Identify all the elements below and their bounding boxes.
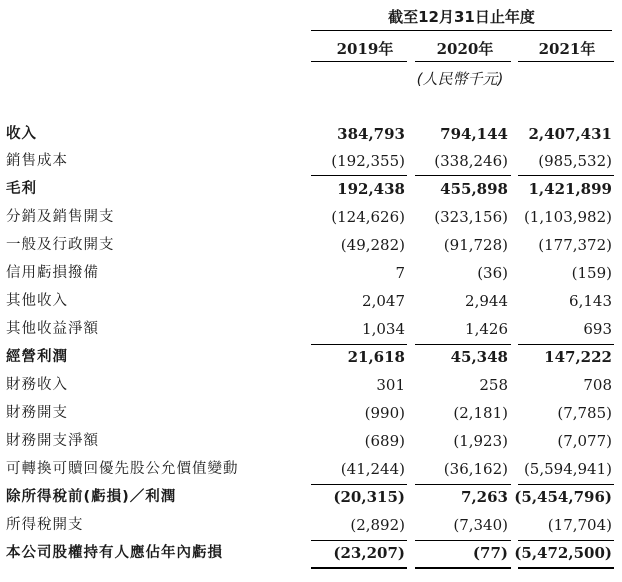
- row-label: 所得稅開支: [6, 517, 84, 533]
- cell-2020: 455,898: [440, 180, 508, 198]
- cell-2021: 708: [583, 376, 612, 394]
- table-row: [0, 484, 622, 511]
- subtotal-rule: [415, 567, 511, 569]
- cell-2020: 258: [479, 376, 508, 394]
- year-rule-2021: [518, 61, 614, 62]
- row-label: 收入: [6, 126, 37, 142]
- subtotal-rule: [518, 540, 614, 541]
- cell-2021: (17,704): [547, 516, 612, 534]
- cell-2020: (77): [472, 544, 508, 562]
- cell-2020: 45,348: [450, 348, 508, 366]
- cell-2021: 147,222: [544, 348, 612, 366]
- cell-2019: (49,282): [340, 236, 405, 254]
- cell-2021: (1,103,982): [523, 208, 612, 226]
- cell-2020: (323,156): [434, 208, 508, 226]
- cell-2021: (7,785): [557, 404, 612, 422]
- cell-2020: 794,144: [440, 125, 508, 143]
- cell-2021: (177,372): [538, 236, 612, 254]
- cell-2019: 2,047: [362, 292, 405, 310]
- subtotal-rule: [311, 344, 407, 345]
- table-row: [0, 428, 622, 455]
- subtotal-rule: [311, 175, 407, 176]
- table-row: [0, 121, 622, 148]
- cell-2021: (5,454,796): [514, 488, 612, 506]
- subtotal-rule: [518, 344, 614, 345]
- subtotal-rule: [415, 484, 511, 485]
- cell-2019: (192,355): [331, 152, 405, 170]
- cell-2020: (2,181): [453, 404, 508, 422]
- row-label: 毛利: [6, 181, 37, 197]
- cell-2020: (91,728): [443, 236, 508, 254]
- subtotal-rule: [311, 567, 407, 569]
- period-header-rule: [311, 30, 612, 31]
- table-row: [0, 512, 622, 539]
- year-rule-2019: [311, 61, 407, 62]
- row-label: 其他收益淨額: [6, 321, 99, 337]
- row-label: 除所得稅前(虧損)／利潤: [6, 489, 177, 505]
- table-row: [0, 148, 622, 175]
- cell-2020: 7,263: [461, 488, 508, 506]
- year-rule-2020: [415, 61, 511, 62]
- table-row: [0, 316, 622, 343]
- table-row: [0, 176, 622, 203]
- table-row: [0, 232, 622, 259]
- row-label: 經營利潤: [6, 349, 68, 365]
- row-label: 分銷及銷售開支: [6, 209, 115, 225]
- subtotal-rule: [415, 175, 511, 176]
- row-label: 信用虧損撥備: [6, 265, 99, 281]
- table-row: [0, 204, 622, 231]
- table-row: [0, 400, 622, 427]
- cell-2020: (338,246): [434, 152, 508, 170]
- cell-2019: (124,626): [331, 208, 405, 226]
- cell-2019: 301: [376, 376, 405, 394]
- table-row: [0, 288, 622, 315]
- subtotal-rule: [311, 484, 407, 485]
- subtotal-rule: [415, 344, 511, 345]
- cell-2020: 1,426: [465, 320, 508, 338]
- row-label: 本公司股權持有人應佔年內虧損: [6, 545, 223, 561]
- cell-2020: 2,944: [465, 292, 508, 310]
- cell-2019: 7: [395, 264, 405, 282]
- subtotal-rule: [518, 484, 614, 485]
- subtotal-rule: [311, 540, 407, 541]
- row-label: 財務開支淨額: [6, 433, 99, 449]
- cell-2021: (5,594,941): [523, 460, 612, 478]
- year-2021: 2021年: [538, 40, 596, 58]
- cell-2021: (7,077): [557, 432, 612, 450]
- cell-2020: (36): [477, 264, 508, 282]
- cell-2021: (985,532): [538, 152, 612, 170]
- currency-unit: (人民幣千元): [416, 70, 504, 88]
- cell-2021: (5,472,500): [514, 544, 612, 562]
- table-row: [0, 540, 622, 567]
- cell-2020: (7,340): [453, 516, 508, 534]
- cell-2020: (1,923): [453, 432, 508, 450]
- subtotal-rule: [415, 540, 511, 541]
- table-row: [0, 372, 622, 399]
- cell-2019: 384,793: [337, 125, 405, 143]
- cell-2021: 693: [583, 320, 612, 338]
- subtotal-rule: [518, 175, 614, 176]
- row-label: 財務開支: [6, 405, 68, 421]
- subtotal-rule: [518, 567, 614, 569]
- cell-2021: 6,143: [569, 292, 612, 310]
- year-2019: 2019年: [336, 40, 394, 58]
- cell-2020: (36,162): [443, 460, 508, 478]
- table-row: [0, 344, 622, 371]
- cell-2019: (23,207): [333, 544, 405, 562]
- table-row: [0, 260, 622, 287]
- cell-2019: (990): [364, 404, 405, 422]
- table-row: [0, 456, 622, 483]
- row-label: 一般及行政開支: [6, 237, 115, 253]
- cell-2021: 2,407,431: [528, 125, 612, 143]
- year-2020: 2020年: [436, 40, 494, 58]
- row-label: 可轉換可贖回優先股公允價值變動: [6, 461, 239, 477]
- row-label: 財務收入: [6, 377, 68, 393]
- cell-2019: 21,618: [347, 348, 405, 366]
- row-label: 其他收入: [6, 293, 68, 309]
- cell-2019: (689): [364, 432, 405, 450]
- row-label: 銷售成本: [6, 153, 68, 169]
- period-header: 截至12月31日止年度: [388, 8, 535, 26]
- cell-2019: (2,892): [350, 516, 405, 534]
- cell-2019: (41,244): [340, 460, 405, 478]
- cell-2021: (159): [571, 264, 612, 282]
- cell-2019: (20,315): [333, 488, 405, 506]
- cell-2021: 1,421,899: [528, 180, 612, 198]
- cell-2019: 1,034: [362, 320, 405, 338]
- cell-2019: 192,438: [337, 180, 405, 198]
